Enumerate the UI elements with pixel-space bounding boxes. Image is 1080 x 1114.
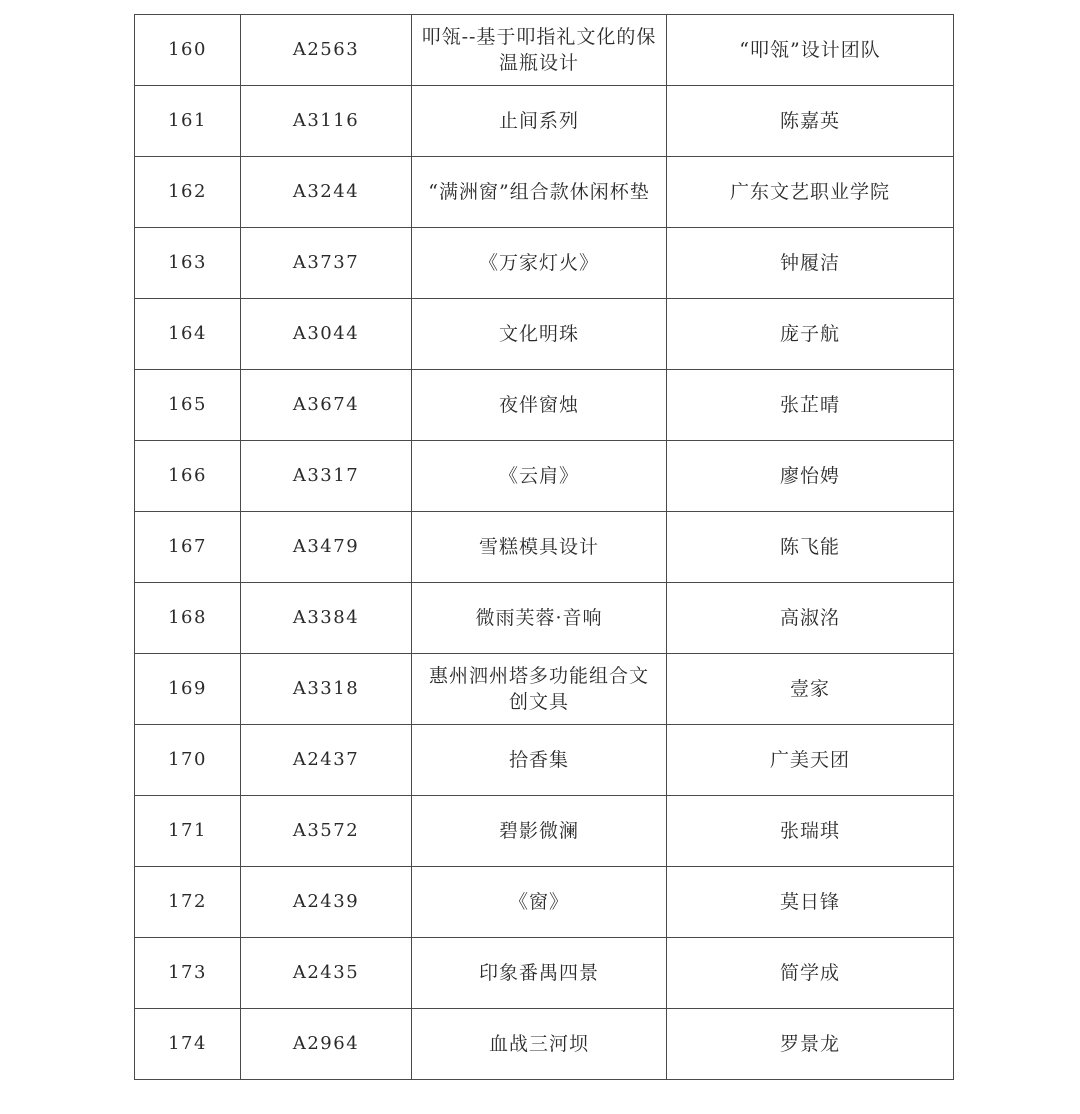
- entry-author: 钟履洁: [667, 228, 954, 299]
- entry-code: A3479: [241, 512, 412, 583]
- entry-author: 莫日锋: [667, 867, 954, 938]
- entry-code: A3116: [241, 86, 412, 157]
- entry-number: 161: [135, 86, 241, 157]
- entry-code: A2964: [241, 1009, 412, 1080]
- entry-title: 止间系列: [412, 86, 667, 157]
- entry-title: 雪糕模具设计: [412, 512, 667, 583]
- entry-code: A3317: [241, 441, 412, 512]
- entry-code: A2563: [241, 15, 412, 86]
- entry-number: 171: [135, 796, 241, 867]
- table-row: [135, 654, 954, 725]
- entry-code: A3044: [241, 299, 412, 370]
- entry-number: 173: [135, 938, 241, 1009]
- entry-title: 惠州泗州塔多功能组合文创文具: [412, 654, 667, 725]
- table-row: [135, 725, 954, 796]
- entry-code: A3737: [241, 228, 412, 299]
- table-row: [135, 299, 954, 370]
- entry-code: A3244: [241, 157, 412, 228]
- table-row: [135, 796, 954, 867]
- table-row: [135, 15, 954, 86]
- entry-author: 高淑洺: [667, 583, 954, 654]
- table-row: [135, 228, 954, 299]
- entry-code: A3384: [241, 583, 412, 654]
- entry-title: “满洲窗”组合款休闲杯垫: [412, 157, 667, 228]
- entry-author: 廖怡娉: [667, 441, 954, 512]
- entry-title: 《万家灯火》: [412, 228, 667, 299]
- entry-author: 陈飞能: [667, 512, 954, 583]
- table-row: [135, 86, 954, 157]
- entries-table: [134, 14, 954, 1080]
- entry-title: 《云肩》: [412, 441, 667, 512]
- entry-number: 170: [135, 725, 241, 796]
- table-row: [135, 1009, 954, 1080]
- table-row: [135, 370, 954, 441]
- entry-number: 168: [135, 583, 241, 654]
- entry-author: “叩瓴”设计团队: [667, 15, 954, 86]
- entry-number: 165: [135, 370, 241, 441]
- table-row: [135, 938, 954, 1009]
- entry-number: 160: [135, 15, 241, 86]
- entry-number: 169: [135, 654, 241, 725]
- entry-code: A2439: [241, 867, 412, 938]
- entry-number: 166: [135, 441, 241, 512]
- entry-author: 广东文艺职业学院: [667, 157, 954, 228]
- entry-title: 文化明珠: [412, 299, 667, 370]
- entry-title: 血战三河坝: [412, 1009, 667, 1080]
- table-row: [135, 157, 954, 228]
- entry-title: 《窗》: [412, 867, 667, 938]
- entry-author: 罗景龙: [667, 1009, 954, 1080]
- entry-title: 印象番禺四景: [412, 938, 667, 1009]
- table-row: [135, 583, 954, 654]
- entry-number: 162: [135, 157, 241, 228]
- entry-code: A3674: [241, 370, 412, 441]
- entry-code: A2437: [241, 725, 412, 796]
- entry-title: 叩瓴--基于叩指礼文化的保温瓶设计: [412, 15, 667, 86]
- entry-author: 壹家: [667, 654, 954, 725]
- entry-number: 174: [135, 1009, 241, 1080]
- entry-number: 164: [135, 299, 241, 370]
- entry-title: 拾香集: [412, 725, 667, 796]
- entry-author: 简学成: [667, 938, 954, 1009]
- entry-code: A3318: [241, 654, 412, 725]
- entry-author: 广美天团: [667, 725, 954, 796]
- entry-code: A2435: [241, 938, 412, 1009]
- entry-author: 张瑞琪: [667, 796, 954, 867]
- entry-title: 碧影微澜: [412, 796, 667, 867]
- entry-author: 庞子航: [667, 299, 954, 370]
- table-row: [135, 441, 954, 512]
- table-row: [135, 867, 954, 938]
- entry-number: 167: [135, 512, 241, 583]
- entry-number: 163: [135, 228, 241, 299]
- entry-code: A3572: [241, 796, 412, 867]
- entry-number: 172: [135, 867, 241, 938]
- entry-title: 夜伴窗烛: [412, 370, 667, 441]
- entry-author: 张芷晴: [667, 370, 954, 441]
- table-row: [135, 512, 954, 583]
- entry-author: 陈嘉英: [667, 86, 954, 157]
- entry-title: 微雨芙蓉·音响: [412, 583, 667, 654]
